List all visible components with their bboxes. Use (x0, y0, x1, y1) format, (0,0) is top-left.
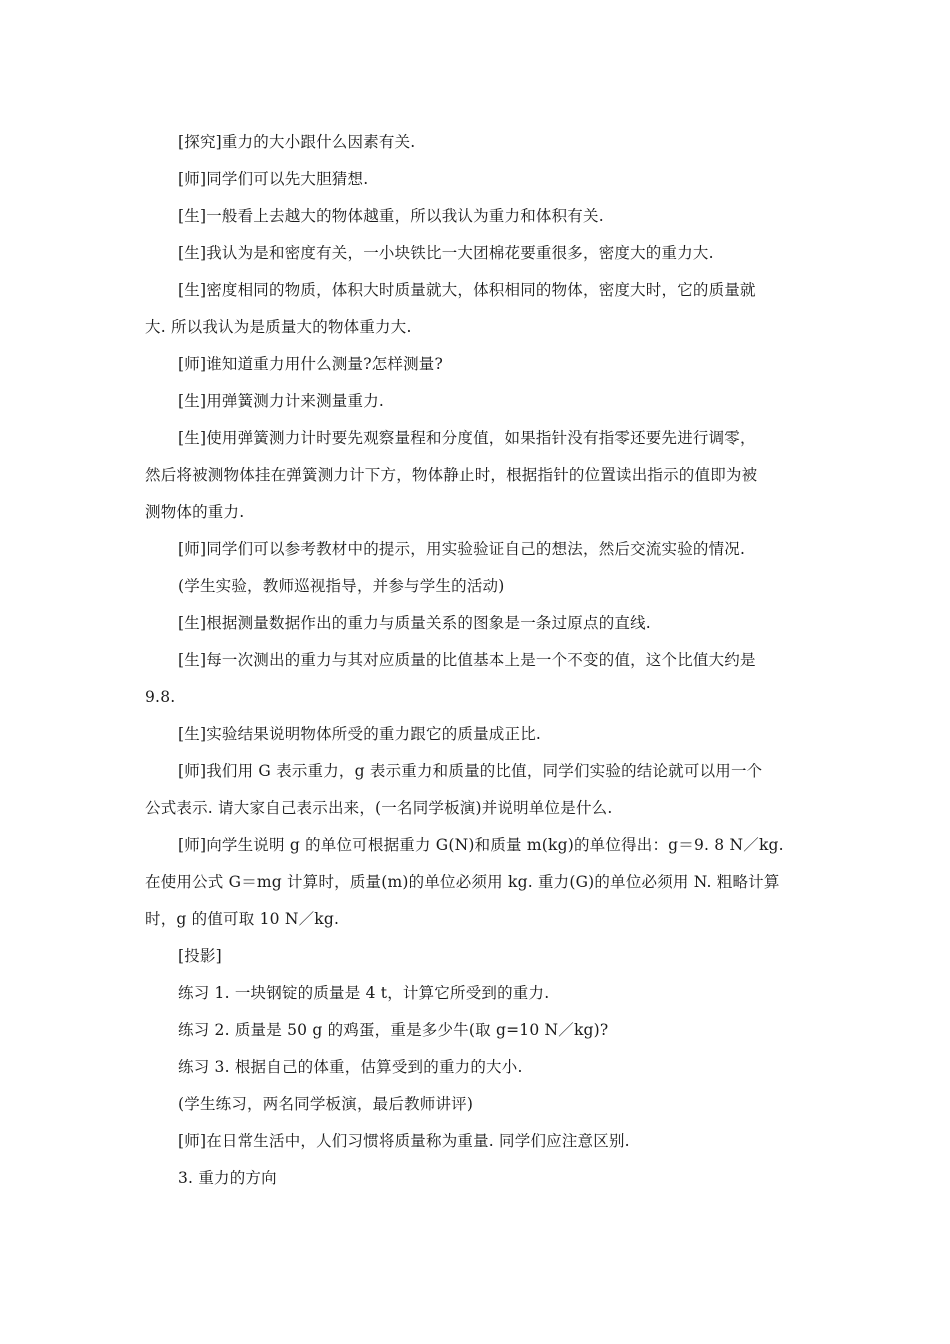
text-line: [投影] (178, 947, 222, 965)
text-line: 然后将被测物体挂在弹簧测力计下方，物体静止时，根据指针的位置读出指示的值即为被 (145, 466, 758, 484)
text-line: [生]一般看上去越大的物体越重，所以我认为重力和体积有关. (178, 207, 604, 225)
text-line: [师]同学们可以先大胆猜想. (178, 170, 369, 188)
text-line: 练习 1. 一块钢锭的质量是 4 t，计算它所受到的重力. (178, 984, 550, 1002)
text-line: 测物体的重力. (145, 503, 245, 521)
text-line: [生]使用弹簧测力计时要先观察量程和分度值，如果指针没有指零还要先进行调零， (178, 429, 756, 447)
text-line: [生]每一次测出的重力与其对应质量的比值基本上是一个不变的值，这个比值大约是 (178, 651, 756, 669)
text-line: 时，g 的值可取 10 N／kg. (145, 910, 340, 928)
document-body (145, 124, 810, 1197)
text-line: 在使用公式 G＝mg 计算时，质量(m)的单位必须用 kg. 重力(G)的单位必须用 N. 粗略计算 (145, 873, 780, 891)
text-line: [师]我们用 G 表示重力，g 表示重力和质量的比值，同学们实验的结论就可以用一个 (178, 762, 763, 780)
text-line: [探究]重力的大小跟什么因素有关. (178, 133, 416, 151)
text-line: [师]同学们可以参考教材中的提示，用实验验证自己的想法，然后交流实验的情况. (178, 540, 746, 558)
text-line: [师]向学生说明 g 的单位可根据重力 G(N)和质量 m(kg)的单位得出：g＝9. 8 N／kg. (178, 836, 784, 854)
text-line: [师]在日常生活中，人们习惯将质量称为重量. 同学们应注意区别. (178, 1132, 630, 1150)
text-line: (学生练习，两名同学板演，最后教师讲评) (178, 1095, 474, 1113)
text-line: 3. 重力的方向 (178, 1169, 277, 1187)
text-line: 9.8. (145, 688, 176, 706)
text-line: [生]我认为是和密度有关，一小块铁比一大团棉花要重很多，密度大的重力大. (178, 244, 714, 262)
text-line: (学生实验，教师巡视指导，并参与学生的活动) (178, 577, 505, 595)
text-line: [生]密度相同的物质，体积大时质量就大，体积相同的物体，密度大时，它的质量就 (178, 281, 756, 299)
text-line: 公式表示. 请大家自己表示出来，(一名同学板演)并说明单位是什么. (145, 799, 613, 817)
text-line: [师]谁知道重力用什么测量?怎样测量? (178, 355, 444, 373)
text-line: [生]用弹簧测力计来测量重力. (178, 392, 385, 410)
text-line: 练习 3. 根据自己的体重，估算受到的重力的大小. (178, 1058, 523, 1076)
text-line: [生]根据测量数据作出的重力与质量关系的图象是一条过原点的直线. (178, 614, 651, 632)
text-line: 大. 所以我认为是质量大的物体重力大. (145, 318, 412, 336)
text-line: [生]实验结果说明物体所受的重力跟它的质量成正比. (178, 725, 542, 743)
text-line: 练习 2. 质量是 50 g 的鸡蛋，重是多少牛(取 g=10 N／kg)? (178, 1021, 609, 1039)
